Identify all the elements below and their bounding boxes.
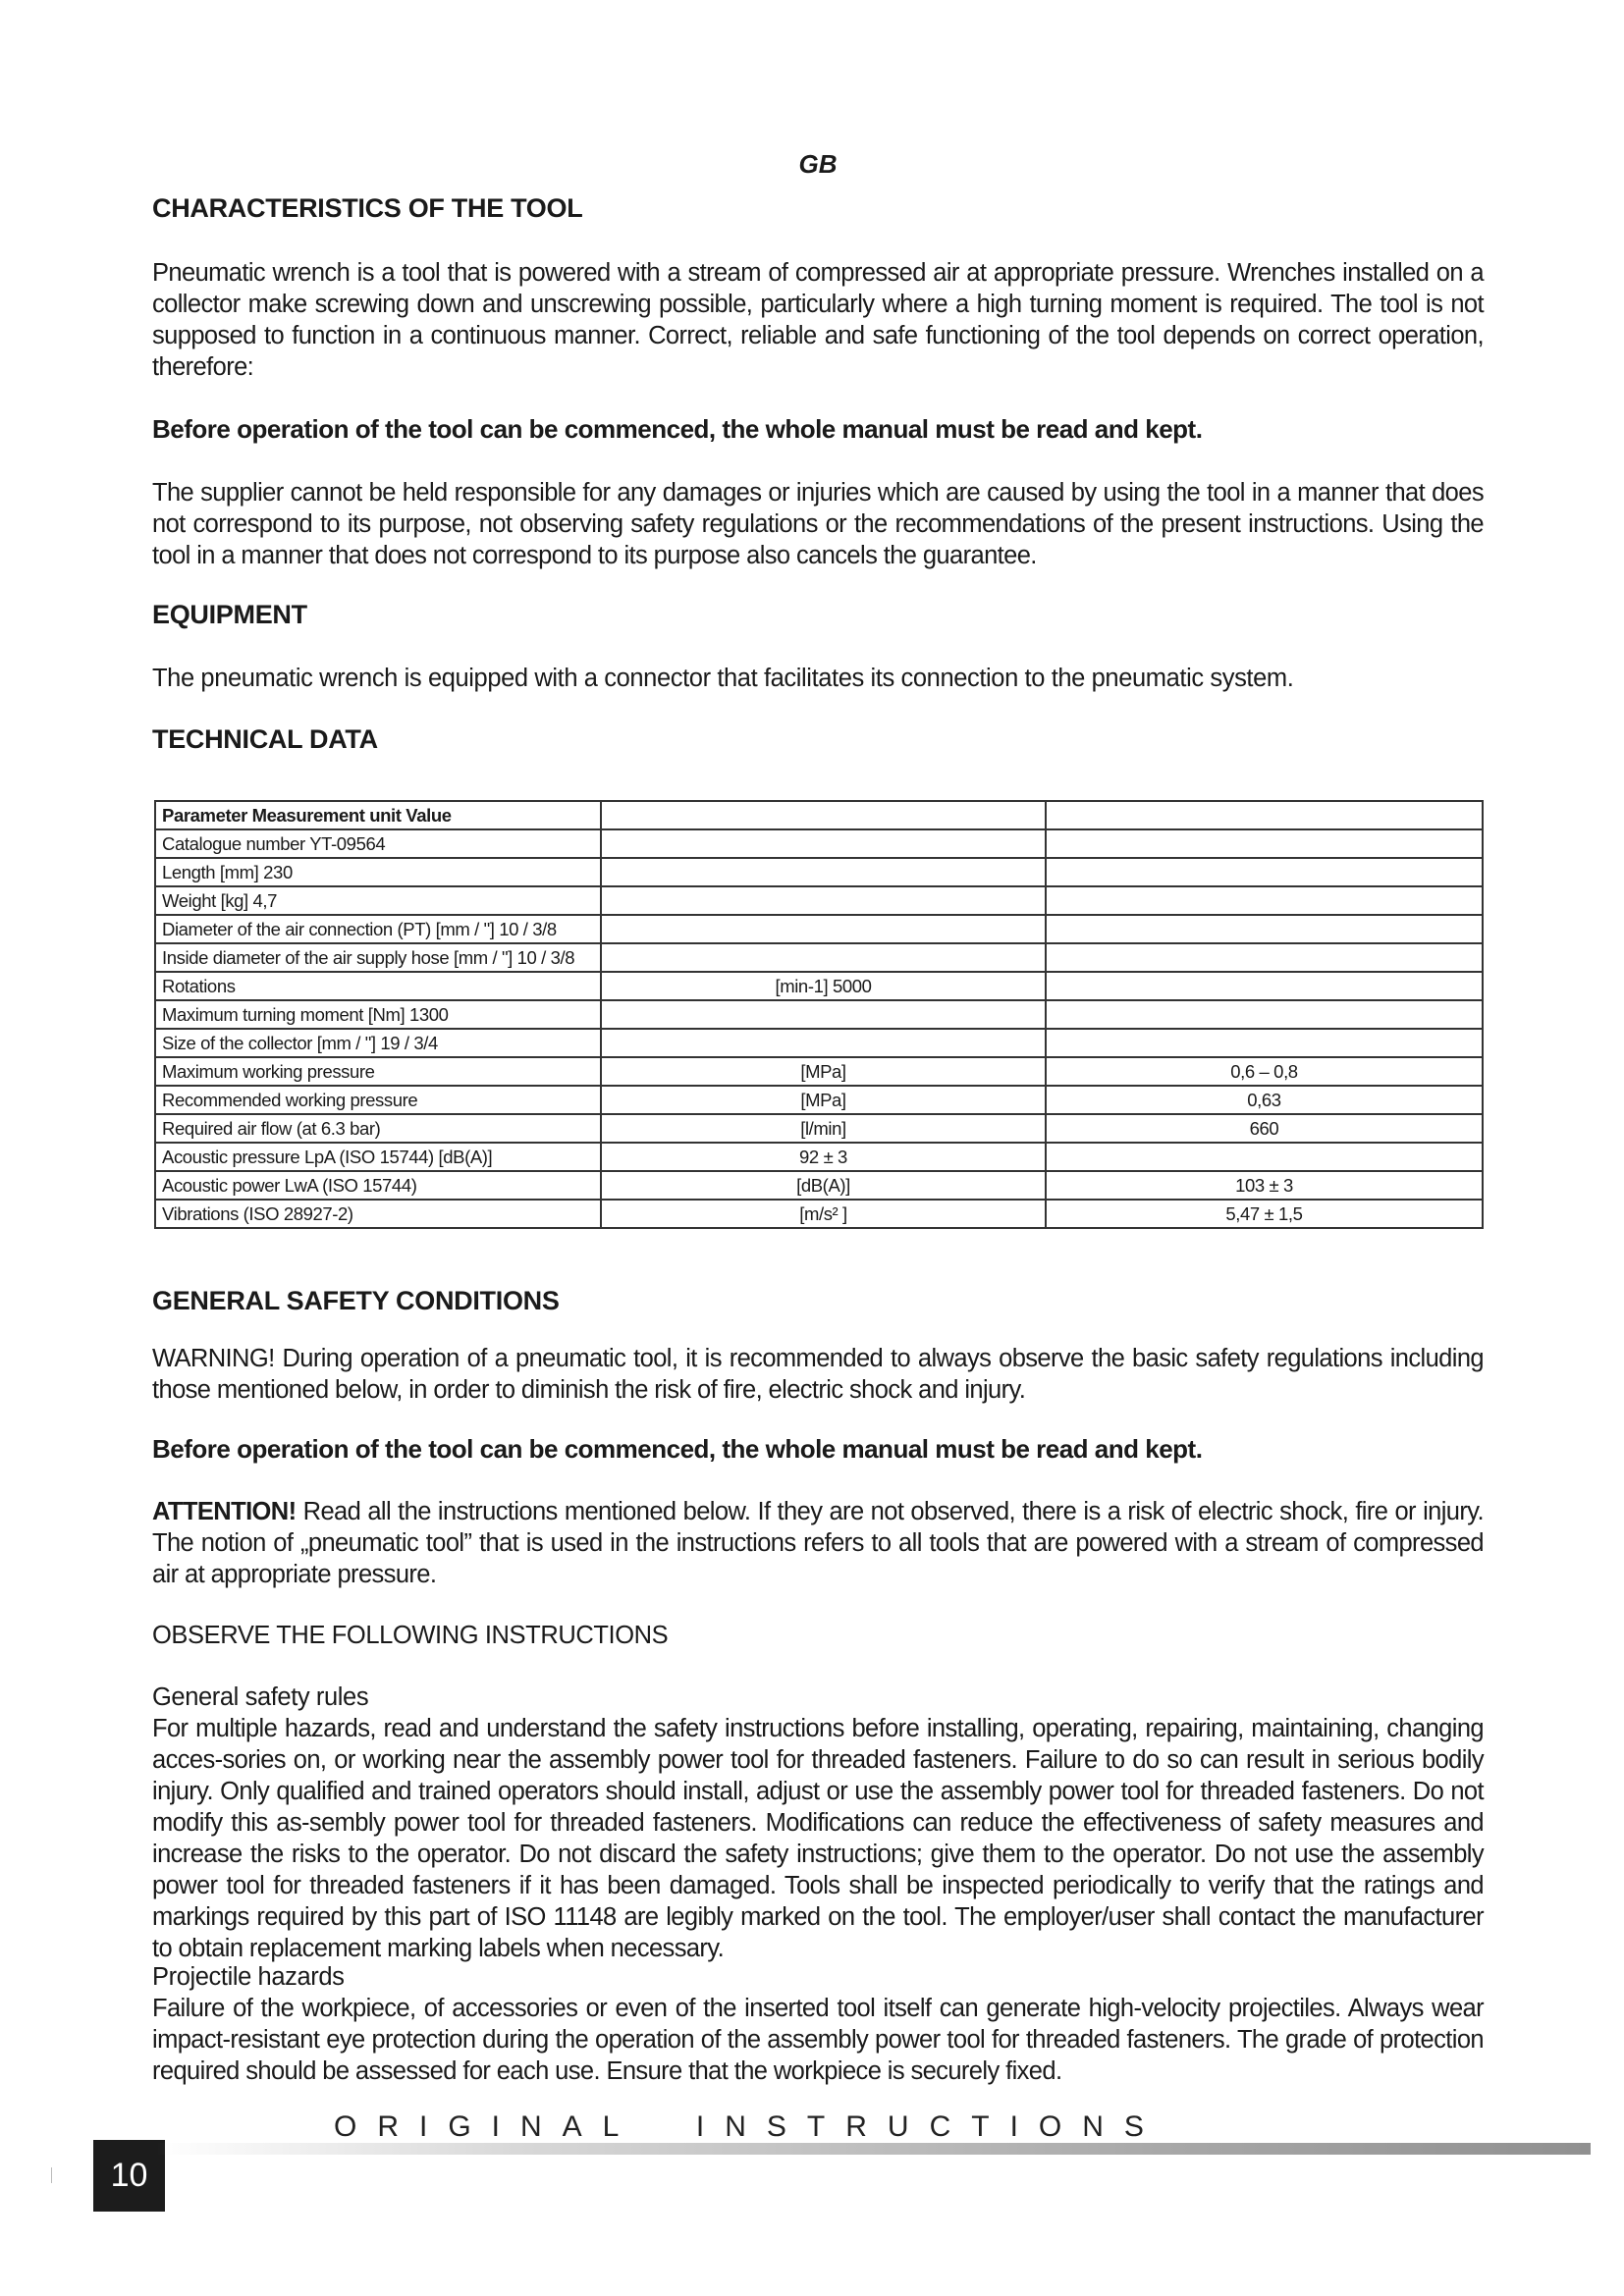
table-cell [1046, 972, 1483, 1000]
table-row [155, 1171, 1483, 1200]
table-cell: Rotations [155, 972, 601, 1000]
table-cell: Weight [kg] 4,7 [155, 886, 601, 915]
table-cell: Acoustic pressure LpA (ISO 15744) [dB(A)] [155, 1143, 601, 1171]
table-cell: Vibrations (ISO 28927-2) [155, 1200, 601, 1228]
attention-paragraph [152, 1496, 1484, 1590]
table-cell: 660 [1046, 1114, 1483, 1143]
table-cell: Acoustic power LwA (ISO 15744) [155, 1171, 601, 1200]
table-cell: [MPa] [601, 1057, 1046, 1086]
table-row [155, 1200, 1483, 1228]
table-cell: 5,47 ± 1,5 [1046, 1200, 1483, 1228]
table-cell: [MPa] [601, 1086, 1046, 1114]
table-cell: 92 ± 3 [601, 1143, 1046, 1171]
table-cell: 103 ± 3 [1046, 1171, 1483, 1200]
heading-technical-data: TECHNICAL DATA [152, 724, 378, 754]
projectile-hazards-text: Failure of the workpiece, of accessories or even of the inserted tool itself can generate high-velocity projectiles. Always wear impact-resistant eye protection during the operation of the assembly power tool for threaded fasteners. The grade of protection required should be assessed for each use. Ensure that the workpiece is securely fixed. [152, 1995, 1484, 2085]
table-cell: Maximum working pressure [155, 1057, 601, 1086]
general-safety-rules-text: For multiple hazards, read and understand the safety instructions before installing, operating, repairing, maintaining, changing acces-sories on, or working near the assembly power tool for threaded fasteners. Failure to do so can result in serious bodily injury. Only qualified and trained operators should install, adjust or use the assembly power tool for threaded fasteners. Do not modify this as-sembly power tool for threaded fasteners. Modifications can reduce the effectiveness of safety measures and increase the risks to the operator. Do not discard the safety instructions; give them to the operator. Do not use the assembly power tool for threaded fasteners if it has been damaged. Tools shall be inspected periodically to verify that the ratings and markings required by this part of ISO 11148 are legibly marked on the tool. The employer/user shall contact the manufacturer to obtain replacement marking labels when necessary. [152, 1715, 1484, 1962]
footer-bar [157, 2143, 1591, 2155]
table-row [155, 858, 1483, 886]
heading-equipment: EQUIPMENT [152, 600, 307, 629]
supplier-liability-paragraph: The supplier cannot be held responsible for any damages or injuries which are caused by using the tool in a manner that does not correspond to its purpose, not observing safety regulations or the recommendations of the present instructions. Using the tool in a manner that does not correspond to its purpose also cancels the guarantee. [152, 479, 1484, 569]
table-cell: [dB(A)] [601, 1171, 1046, 1200]
table-row [155, 1114, 1483, 1143]
table-row [155, 943, 1483, 972]
footer-text: ORIGINAL INSTRUCTIONS [334, 2110, 1164, 2143]
table-cell [1046, 943, 1483, 972]
attention-label: ATTENTION! [152, 1498, 297, 1525]
table-cell [1046, 1143, 1483, 1171]
table-cell: Size of the collector [mm / "] 19 / 3/4 [155, 1029, 601, 1057]
table-cell: Parameter Measurement unit Value [155, 801, 601, 829]
table-row [155, 1000, 1483, 1029]
table-cell: 0,6 – 0,8 [1046, 1057, 1483, 1086]
table-cell: [m/s² ] [601, 1200, 1046, 1228]
table-cell: Required air flow (at 6.3 bar) [155, 1114, 601, 1143]
table-cell [601, 1000, 1046, 1029]
table-row [155, 915, 1483, 943]
attention-text: Read all the instructions mentioned below. If they are not observed, there is a risk of electric shock, fire or injury. The notion of „pneumatic tool” that is used in the instructions refers to all tools that are powered with a stream of compressed air at appropriate pressure. [152, 1498, 1484, 1588]
table-cell [601, 829, 1046, 858]
table-row [155, 1029, 1483, 1057]
general-safety-rules-title: General safety rules [152, 1683, 369, 1711]
table-cell [1046, 886, 1483, 915]
table-cell [1046, 858, 1483, 886]
manual-notice-repeat: Before operation of the tool can be commenced, the whole manual must be read and kept. [152, 1434, 1203, 1464]
table-cell: Recommended working pressure [155, 1086, 601, 1114]
table-cell: Diameter of the air connection (PT) [mm / "] 10 / 3/8 [155, 915, 601, 943]
table-cell: [l/min] [601, 1114, 1046, 1143]
table-cell: Inside diameter of the air supply hose [mm / "] 10 / 3/8 [155, 943, 601, 972]
table-cell [1046, 829, 1483, 858]
heading-characteristics: CHARACTERISTICS OF THE TOOL [152, 193, 583, 223]
table-cell [601, 915, 1046, 943]
observe-instructions: OBSERVE THE FOLLOWING INSTRUCTIONS [152, 1622, 669, 1649]
projectile-hazards-title: Projectile hazards [152, 1963, 345, 1991]
table-row [155, 1086, 1483, 1114]
manual-notice: Before operation of the tool can be commenced, the whole manual must be read and kept. [152, 414, 1203, 444]
table-cell [1046, 1029, 1483, 1057]
table-row [155, 829, 1483, 858]
warning-paragraph: WARNING! During operation of a pneumatic tool, it is recommended to always observe the basic safety regulations including those mentioned below, in order to diminish the risk of fire, electric shock and injury. [152, 1345, 1484, 1404]
table-cell [1046, 915, 1483, 943]
table-cell: Length [mm] 230 [155, 858, 601, 886]
margin-mark [51, 2167, 52, 2183]
table-cell [601, 943, 1046, 972]
table-cell: 0,63 [1046, 1086, 1483, 1114]
language-code: GB [798, 149, 838, 179]
table-cell: Maximum turning moment [Nm] 1300 [155, 1000, 601, 1029]
table-cell [601, 1029, 1046, 1057]
heading-general-safety: GENERAL SAFETY CONDITIONS [152, 1286, 560, 1315]
table-cell [601, 858, 1046, 886]
page-number: 10 [93, 2140, 165, 2212]
characteristics-paragraph: Pneumatic wrench is a tool that is powered with a stream of compressed air at appropriate pressure. Wrenches installed on a collector make screwing down and unscrewing possible, particularly where a high turning moment is required. The tool is not supposed to function in a continuous manner. Correct, reliable and safe functioning of the tool depends on correct operation, therefore: [152, 259, 1484, 381]
table-cell [1046, 801, 1483, 829]
table-row [155, 972, 1483, 1000]
equipment-paragraph: The pneumatic wrench is equipped with a connector that facilitates its connection to the pneumatic system. [152, 665, 1294, 692]
table-row [155, 1143, 1483, 1171]
table-row [155, 886, 1483, 915]
table-cell [1046, 1000, 1483, 1029]
table-cell [601, 801, 1046, 829]
table-header-row [155, 801, 1483, 829]
table-row [155, 1057, 1483, 1086]
table-cell [601, 886, 1046, 915]
technical-data-table [154, 800, 1484, 1229]
table-cell: [min-1] 5000 [601, 972, 1046, 1000]
table-cell: Catalogue number YT-09564 [155, 829, 601, 858]
